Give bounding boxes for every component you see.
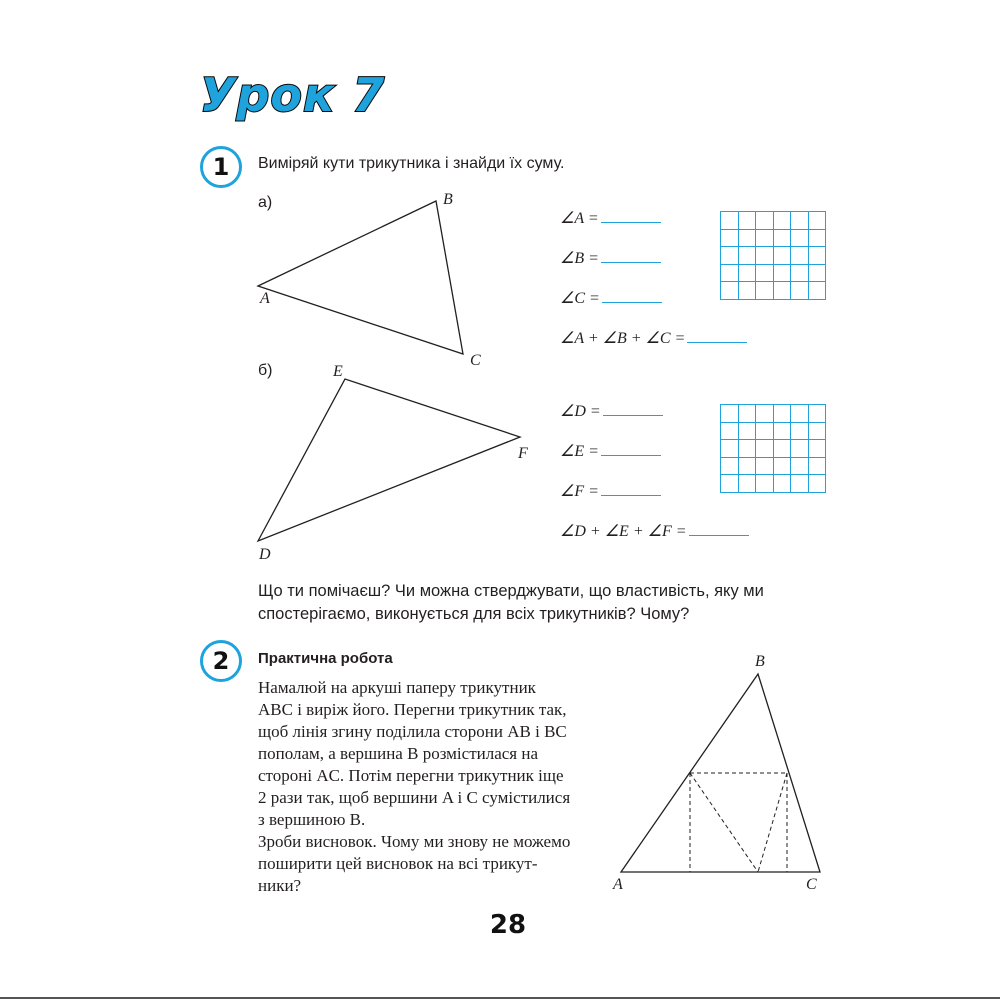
vertex-a-label: A	[260, 290, 270, 307]
angle-a-field[interactable]	[560, 208, 661, 228]
task2-line: поширити цей висновок на всі трикут-	[258, 854, 538, 873]
task1-instruction: Виміряй кути трикутника і знайди їх суму.	[258, 155, 565, 172]
angle-f-label: ∠F =	[560, 483, 599, 500]
triangle-abc	[258, 201, 463, 354]
vertex-c-label: C	[470, 352, 481, 369]
angle-c-field[interactable]	[560, 288, 662, 308]
task2-line: пополам, а вершина B розмістилася на	[258, 744, 539, 763]
angle-b-label: ∠B =	[560, 250, 599, 267]
task2-line: щоб лінія згину поділила сторони AB і BC	[258, 722, 567, 741]
fold-lines	[690, 773, 787, 872]
task2-line: Зроби висновок. Чому ми знову не можемо	[258, 832, 571, 851]
angle-b-field[interactable]	[560, 248, 661, 268]
task2-body	[258, 677, 611, 897]
task2-heading: Практична робота	[258, 650, 393, 667]
fold-vertex-c-label: C	[806, 876, 817, 893]
vertex-f-label: F	[518, 445, 528, 462]
vertex-e-label: E	[333, 363, 343, 380]
task2-line: ABC і виріж його. Перегни трикутник так,	[258, 700, 567, 719]
calc-grid-b[interactable]	[720, 404, 826, 493]
task2-number-badge: 2	[200, 640, 242, 682]
angle-sum-abc-label: ∠A + ∠B + ∠C =	[560, 330, 686, 347]
task1-question-line1: Що ти помічаєш? Чи можна стверджувати, що властивість, яку ми	[258, 582, 764, 600]
fold-vertex-b-label: B	[755, 653, 765, 670]
angle-a-label: ∠A =	[560, 210, 599, 227]
triangle-def	[258, 379, 520, 541]
angle-sum-def-label: ∠D + ∠E + ∠F =	[560, 523, 687, 540]
task2-line: Намалюй на аркуші паперу трикутник	[258, 678, 536, 697]
angle-e-label: ∠E =	[560, 443, 599, 460]
page-number: 28	[489, 910, 527, 940]
task2-line: 2 рази так, щоб вершини A і C сумістилися	[258, 788, 571, 807]
fold-vertex-a-label: A	[613, 876, 623, 893]
folding-triangle-figure	[600, 650, 840, 900]
task2-line: ники?	[258, 876, 302, 895]
angle-e-field[interactable]	[560, 441, 661, 461]
task2-line: стороні AC. Потім перегни трикутник іще	[258, 766, 564, 785]
angle-sum-def-field[interactable]	[560, 521, 749, 541]
task1-number-badge: 1	[200, 146, 242, 188]
angle-sum-abc-field[interactable]	[560, 328, 747, 348]
vertex-b-label: B	[443, 191, 453, 208]
part-b-label: б)	[258, 362, 273, 379]
task2-line: з вершиною B.	[258, 810, 366, 829]
angle-c-label: ∠C =	[560, 290, 600, 307]
calc-grid-a[interactable]	[720, 211, 826, 300]
angle-d-label: ∠D =	[560, 403, 601, 420]
vertex-d-label: D	[259, 546, 271, 563]
angle-d-field[interactable]	[560, 401, 663, 421]
bottom-rule	[0, 997, 1000, 999]
angle-f-field[interactable]	[560, 481, 661, 501]
part-a-label: а)	[258, 194, 273, 211]
task1-question-line2: спостерігаємо, виконується для всіх трикутників? Чому?	[258, 605, 690, 623]
lesson-title: Урок 7	[200, 68, 386, 122]
